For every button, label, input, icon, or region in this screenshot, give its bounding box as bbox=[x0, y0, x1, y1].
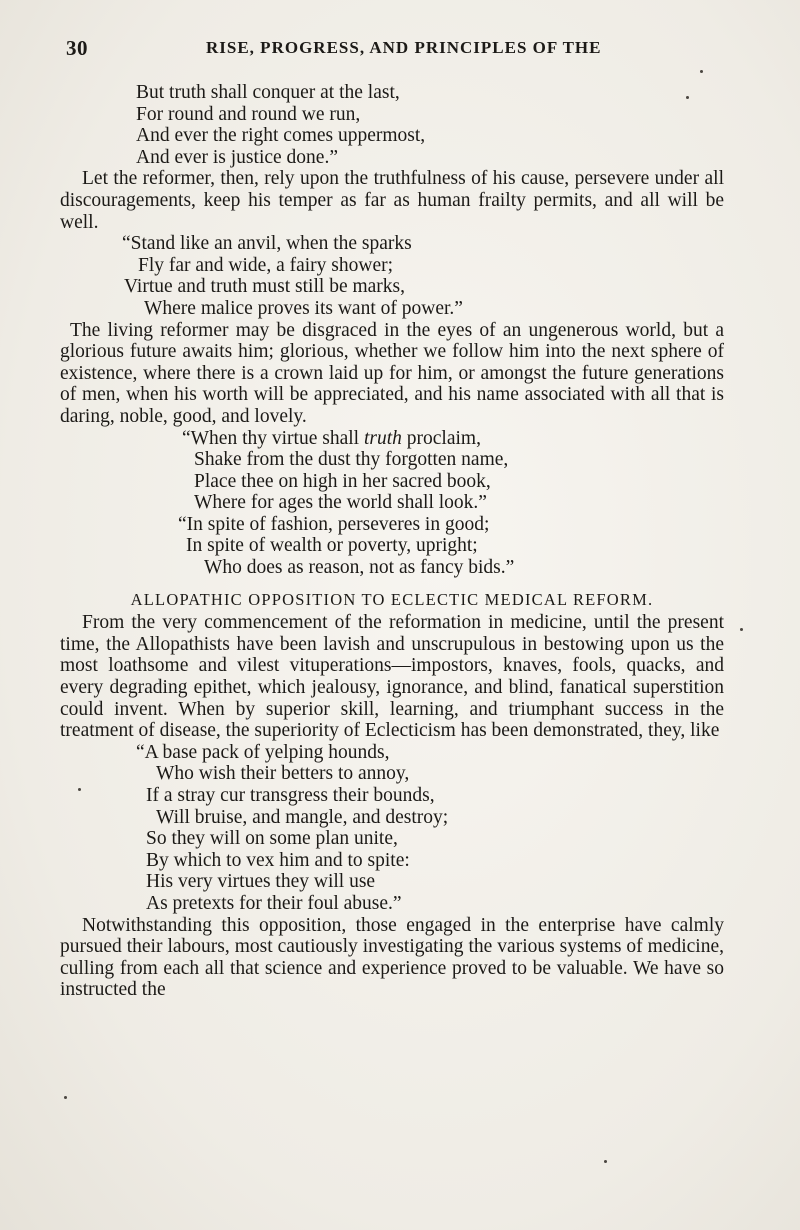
verse-truth-shall-conquer bbox=[96, 82, 716, 168]
page-body bbox=[60, 82, 724, 1001]
verse-text: proclaim, bbox=[401, 427, 481, 449]
ink-speck bbox=[700, 70, 703, 73]
verse-base-pack-of-hounds bbox=[96, 742, 716, 915]
verse-line: “A base pack of yelping hounds, bbox=[136, 741, 390, 763]
verse-line: Fly far and wide, a fairy shower; bbox=[138, 254, 394, 276]
paragraph-notwithstanding: Notwithstanding this opposition, those engaged in the enterprise have calmly pursued their labours, most cautiously investigating the various systems of medicine, culling from each all that science and experience proved to be valuable. We have so instructed the bbox=[60, 914, 724, 1001]
verse-line: So they will on some plan unite, bbox=[146, 828, 398, 850]
verse-line bbox=[182, 428, 716, 450]
section-heading: ALLOPATHIC OPPOSITION TO ECLECTIC MEDICAL REFORM. bbox=[130, 589, 654, 609]
paragraph-living-reformer: The living reformer may be disgraced in the eyes of an ungenerous world, but a glorious future awaits him; glorious, whether we follow him into the next sphere of existence, where there is a crown laid up for him, or amongst the future generations of men, when his worth will be appreciated, and his name associated with all that is daring, noble, good, and lovely. bbox=[60, 319, 724, 427]
verse-line: “In spite of fashion, perseveres in good; bbox=[178, 513, 490, 535]
verse-line: By which to vex him and to spite: bbox=[146, 849, 410, 871]
verse-line: Will bruise, and mangle, and destroy; bbox=[156, 806, 449, 828]
verse-line: Who does as reason, not as fancy bids.” bbox=[204, 557, 515, 579]
emphasized-word: truth bbox=[363, 427, 402, 449]
ink-speck bbox=[78, 788, 81, 791]
paragraph-allopathic-opposition: From the very commencement of the reformation in medicine, until the present time, the Allopathists have been lavish and unscrupulous in bestowing upon us the most loathsome and vilest vituperations—impostors, knaves, fools, quacks, and every degrading epithet, which jealousy, ignorance, and blind, fanatical superstition could invent. When by superior skill, learning, and triumphant success in the treatment of disease, the superiority of Eclecticism has been demonstrated, they, like bbox=[60, 612, 724, 742]
verse-line: If a stray cur transgress their bounds, bbox=[146, 785, 435, 806]
page-number: 30 bbox=[66, 36, 88, 60]
ink-speck bbox=[604, 1160, 607, 1163]
verse-line: And ever the right comes uppermost, bbox=[136, 125, 426, 147]
verse-in-spite-of-fashion bbox=[96, 514, 716, 579]
verse-line: Who wish their betters to annoy, bbox=[156, 763, 410, 785]
verse-text: “When thy virtue shall bbox=[182, 427, 364, 449]
running-head: RISE, PROGRESS, AND PRINCIPLES OF THE bbox=[206, 38, 602, 57]
verse-stand-like-an-anvil bbox=[96, 233, 716, 319]
verse-line: Place thee on high in her sacred book, bbox=[194, 470, 491, 492]
verse-line: Shake from the dust thy forgotten name, bbox=[194, 449, 509, 471]
page-header bbox=[66, 36, 686, 62]
verse-line: But truth shall conquer at the last, bbox=[136, 82, 400, 103]
verse-line: Where malice proves its want of power.” bbox=[144, 297, 463, 319]
ink-speck bbox=[686, 96, 689, 99]
paragraph-reformer: Let the reformer, then, rely upon the truthfulness of his cause, persevere under all discouragements, keep his temper as far as human frailty permits, and all will be well. bbox=[60, 168, 724, 233]
ink-speck bbox=[64, 1096, 67, 1099]
verse-line: And ever is justice done.” bbox=[136, 146, 338, 168]
verse-line: “Stand like an anvil, when the sparks bbox=[122, 233, 412, 255]
verse-line: For round and round we run, bbox=[136, 103, 361, 125]
verse-line: As pretexts for their foul abuse.” bbox=[146, 892, 402, 914]
verse-line: His very virtues they will use bbox=[146, 871, 376, 893]
ink-speck bbox=[740, 628, 743, 631]
verse-line: Where for ages the world shall look.” bbox=[194, 492, 487, 514]
verse-line: In spite of wealth or poverty, upright; bbox=[186, 535, 478, 557]
verse-line: Virtue and truth must still be marks, bbox=[124, 276, 405, 298]
verse-when-thy-virtue bbox=[96, 428, 716, 514]
